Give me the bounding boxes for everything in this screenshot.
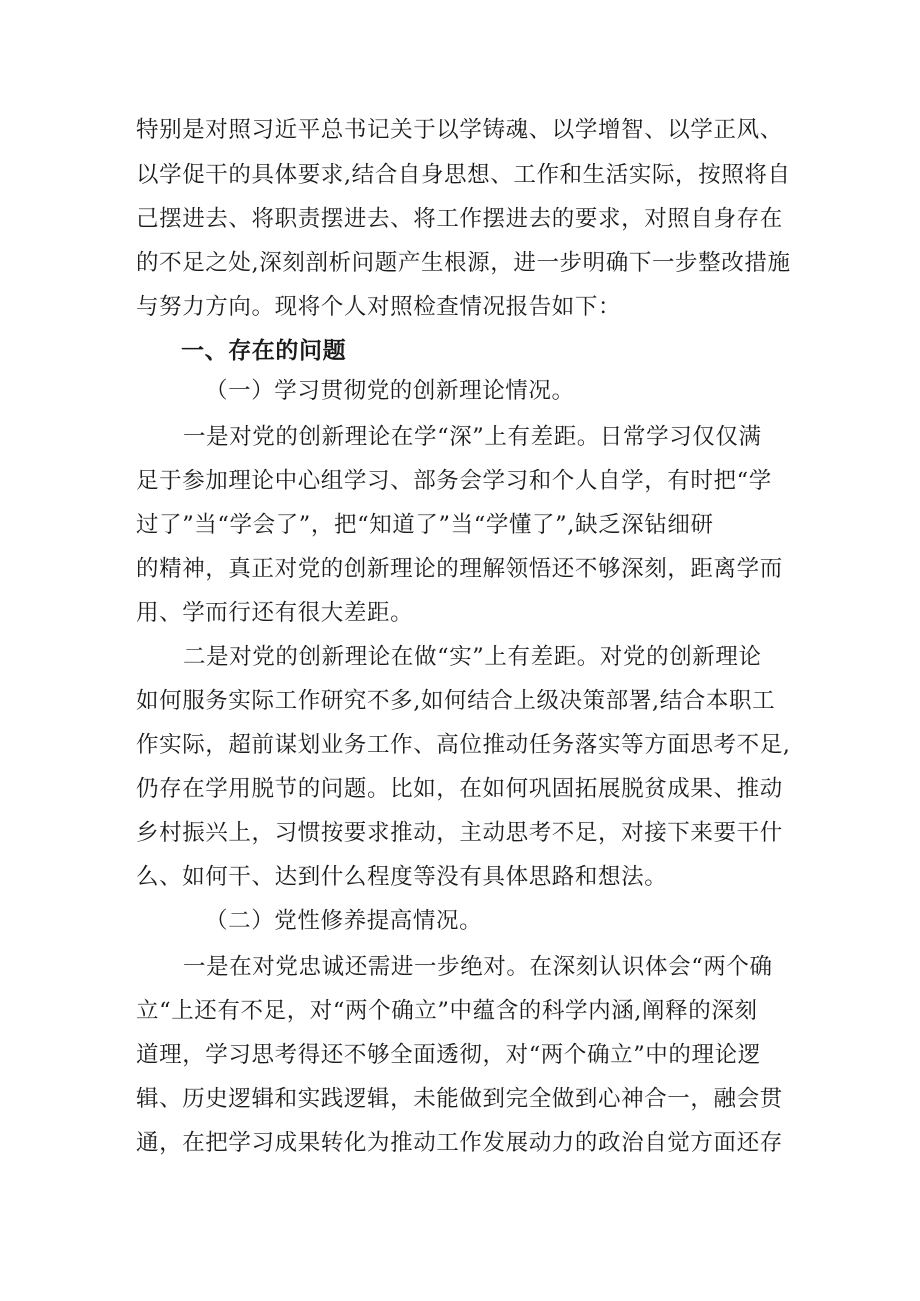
subsection-heading: （一）学习贯彻党的创新理论情况。 — [205, 378, 575, 404]
paragraph-line: 己摆进去、将职责摆进去、将工作摆进去的要求，对照自身存在 — [136, 206, 783, 232]
subsection-heading: （二）党性修养提高情况。 — [205, 908, 483, 934]
paragraph-line: 二是对党的创新理论在做“实”上有差距。对党的创新理论 — [183, 644, 762, 670]
paragraph-line: 的精神，真正对党的创新理论的理解领悟还不够深刻，距离学而 — [136, 556, 783, 582]
paragraph-line: 作实际，超前谋划业务工作、高位推动任务落实等方面思考不足, — [136, 732, 791, 758]
paragraph-line: 过了”当“学会了”，把“知道了”当“学懂了”,缺乏深钻细研 — [136, 512, 714, 538]
section-heading: 一、存在的问题 — [181, 338, 347, 364]
paragraph-line: 如何服务实际工作研究不多,如何结合上级决策部署,结合本职工 — [136, 688, 776, 714]
paragraph-line: 一是在对党忠诚还需进一步绝对。在深刻认识体会“两个确 — [183, 954, 773, 980]
paragraph-line: 仍存在学用脱节的问题。比如，在如何巩固拓展脱贫成果、推动 — [136, 776, 783, 802]
paragraph-line: 通，在把学习成果转化为推动工作发展动力的政治自觉方面还存 — [136, 1130, 783, 1156]
paragraph-line: 足于参加理论中心组学习、部务会学习和个人自学，有时把“学 — [136, 468, 772, 494]
paragraph-line: 乡村振兴上，习惯按要求推动，主动思考不足，对接下来要干什 — [136, 820, 783, 846]
paragraph-line: 道理，学习思考得还不够全面透彻，对“两个确立”中的理论逻 — [136, 1042, 761, 1068]
paragraph-line: 特别是对照习近平总书记关于以学铸魂、以学增智、以学正风、 — [136, 117, 783, 143]
paragraph-line: 的不足之处,深刻剖析问题产生根源，进一步明确下一步整改措施 — [136, 250, 791, 276]
paragraph-line: 与努力方向。现将个人对照检查情况报告如下： — [136, 294, 622, 320]
paragraph-line: 辑、历史逻辑和实践逻辑，未能做到完全做到心神合一，融会贯 — [136, 1086, 783, 1112]
paragraph-line: 么、如何干、达到什么程度等没有具体思路和想法。 — [136, 864, 668, 890]
paragraph-line: 立“上还有不足，对“两个确立”中蕴含的科学内涵,阐释的深刻 — [136, 998, 758, 1024]
paragraph-line: 一是对党的创新理论在学“深”上有差距。日常学习仅仅满 — [183, 424, 762, 450]
paragraph-line: 以学促干的具体要求,结合自身思想、工作和生活实际，按照将自 — [136, 162, 791, 188]
paragraph-line: 用、学而行还有很大差距。 — [136, 600, 414, 626]
